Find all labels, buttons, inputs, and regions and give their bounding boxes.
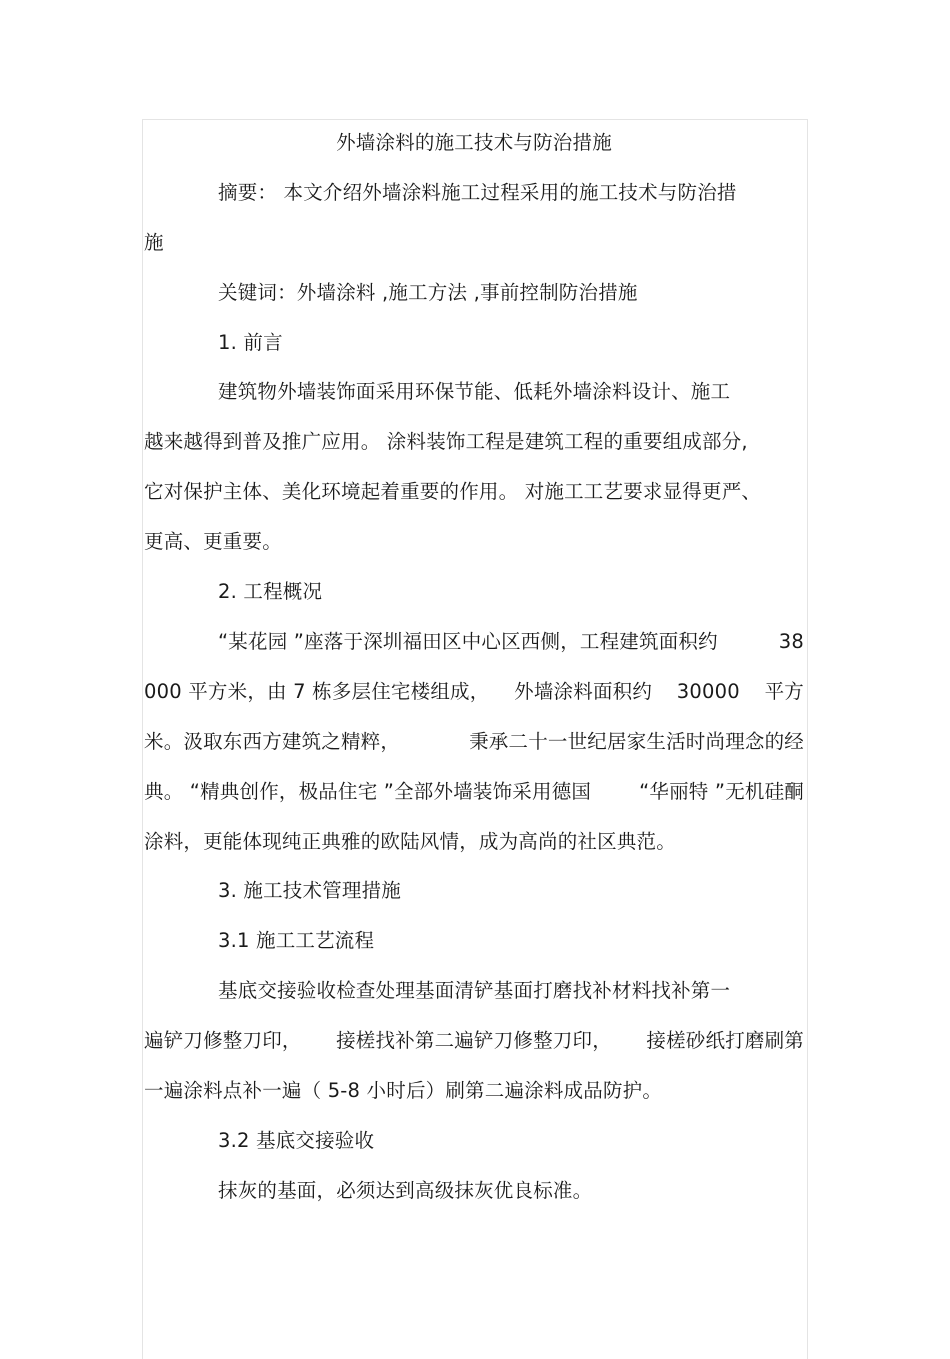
section-1-line-2: 越来越得到普及推广应用。 涂料装饰工程是建筑工程的重要组成部分, [144, 430, 748, 453]
text-run: 38 [778, 630, 804, 653]
section-2-line-4 [144, 779, 804, 805]
section-3-heading: 3. 施工技术管理措施 [218, 879, 402, 902]
text-run: 秉承二十一世纪居家生活时尚理念的经 [469, 730, 804, 753]
abstract-line-2: 施 [144, 231, 164, 254]
section-2-line-3 [144, 729, 804, 755]
text-run: 平方 [764, 680, 804, 703]
section-2-heading: 2. 工程概况 [218, 580, 323, 603]
text-run: 典。 “精典创作，极品住宅 ”全部外墙装饰采用德国 [144, 780, 592, 803]
text-run: 米。汲取东西方建筑之精粹， [144, 730, 401, 753]
section-2-line-5: 涂料，更能体现纯正典雅的欧陆风情，成为高尚的社区典范。 [144, 830, 676, 853]
text-run: 接槎找补第二遍铲刀修整刀印， [336, 1029, 612, 1052]
text-run: “华丽特 ”无机硅酮 [639, 780, 804, 803]
section-3-2-line-1: 抹灰的基面，必须达到高级抹灰优良标准。 [218, 1179, 593, 1202]
section-1-line-3: 它对保护主体、美化环境起着重要的作用。 对施工工艺要求显得更严、 [144, 480, 762, 503]
section-3-1-heading: 3.1 施工工艺流程 [218, 929, 375, 952]
section-3-2-heading: 3.2 基底交接验收 [218, 1129, 375, 1152]
text-run: “某花园 ”座落于深圳福田区中心区西侧，工程建筑面积约 [218, 630, 718, 653]
section-2-line-1 [218, 629, 804, 655]
text-run: 接槎砂纸打磨刷第 [646, 1029, 804, 1052]
abstract-line-1: 摘要： 本文介绍外墙涂料施工过程采用的施工技术与防治措 [218, 181, 737, 204]
text-run: 30000 [676, 680, 740, 703]
section-1-line-4: 更高、更重要。 [144, 530, 282, 553]
text-run: 000 平方米，由 7 栋多层住宅楼组成， [144, 680, 490, 703]
section-1-heading: 1. 前言 [218, 331, 283, 354]
text-run: 遍铲刀修整刀印， [144, 1029, 302, 1052]
text-run: 外墙涂料面积约 [514, 680, 653, 703]
section-3-1-line-3: 一遍涂料点补一遍（ 5-8 小时后）刷第二遍涂料成品防护。 [144, 1079, 663, 1102]
section-3-1-line-2 [144, 1028, 804, 1054]
section-2-line-2 [144, 679, 804, 705]
section-3-1-line-1: 基底交接验收检查处理基面清铲基面打磨找补材料找补第一 [218, 979, 731, 1002]
keywords: 关键词：外墙涂料 ,施工方法 ,事前控制防治措施 [218, 281, 638, 304]
document-title: 外墙涂料的施工技术与防治措施 [336, 131, 612, 154]
section-1-line-1: 建筑物外墙装饰面采用环保节能、低耗外墙涂料设计、施工 [218, 380, 731, 403]
